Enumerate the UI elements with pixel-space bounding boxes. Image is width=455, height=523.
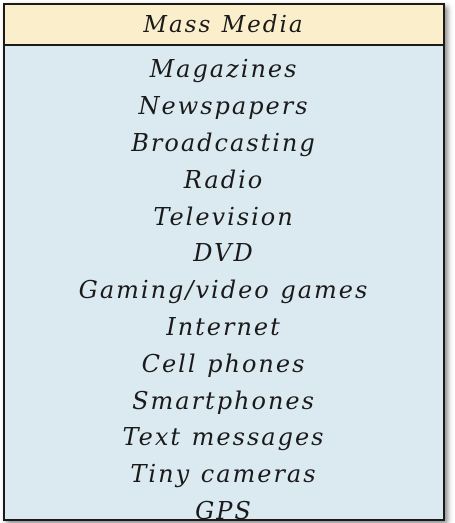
list-item-dvd: DVD: [193, 239, 255, 268]
list-item-tiny-cameras: Tiny cameras: [130, 460, 318, 489]
list-item-newspapers: Newspapers: [138, 92, 310, 121]
list-item-gps: GPS: [195, 496, 253, 521]
list-item-internet: Internet: [166, 312, 282, 341]
list-item-text-messages: Text messages: [122, 423, 326, 452]
media-list: [5, 51, 443, 521]
list-item-radio: Radio: [183, 165, 265, 194]
mass-media-table: [3, 3, 445, 521]
list-item-gaming: Gaming/video games: [78, 276, 370, 305]
list-item-broadcasting: Broadcasting: [131, 128, 317, 157]
list-item-cell-phones: Cell phones: [141, 349, 307, 378]
table-title: Mass Media: [143, 11, 305, 38]
list-item-magazines: Magazines: [149, 55, 299, 84]
list-item-television: Television: [153, 202, 295, 231]
list-item-smartphones: Smartphones: [132, 386, 316, 415]
table-header: [5, 5, 443, 46]
